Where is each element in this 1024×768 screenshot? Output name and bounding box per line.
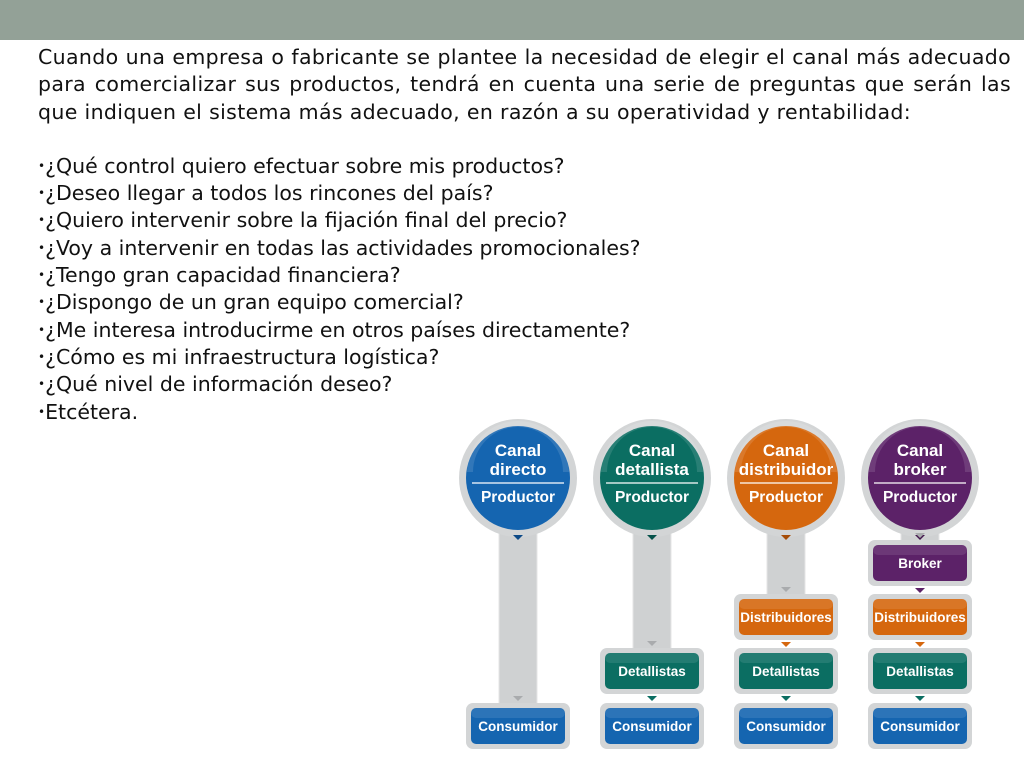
question-item: • ¿Cómo es mi infraestructura logística?: [38, 344, 1011, 371]
stage-label: Detallistas: [752, 664, 820, 679]
stage-label: Consumidor: [746, 719, 826, 734]
question-item: • ¿Voy a intervenir en todas las actividades promocionales?: [38, 235, 1011, 262]
stage-label: Consumidor: [478, 719, 558, 734]
down-arrow: [915, 696, 925, 701]
down-arrow: [915, 642, 925, 647]
question-item: • ¿Deseo llegar a todos los rincones del país?: [38, 180, 1011, 207]
connector-stem: [633, 528, 671, 667]
header-bar: [0, 0, 1024, 40]
intro-paragraph: Cuando una empresa o fabricante se plantee la necesidad de elegir el canal más adecuado para comercializar sus productos, tendrá en cuenta una serie de preguntas que serán las que indiquen el sistema más adecuado, en razón a su operatividad y rentabilidad:: [38, 45, 1011, 124]
question-item: • ¿Tengo gran capacidad financiera?: [38, 262, 1011, 289]
connector-stem: [499, 528, 537, 722]
down-arrow: [915, 588, 925, 593]
producer-label: Productor: [882, 489, 958, 506]
stage-label: Distribuidores: [740, 610, 832, 625]
channel-title: Canal: [494, 441, 542, 460]
channel-title: directo: [489, 460, 547, 479]
question-list: [38, 153, 1011, 426]
stage-label: Consumidor: [880, 719, 960, 734]
channel-title: distribuidor: [738, 460, 834, 479]
stage-label: Consumidor: [612, 719, 692, 734]
channel-title: Canal: [896, 441, 944, 460]
producer-label: Productor: [480, 489, 556, 506]
channel-title: detallista: [615, 460, 689, 479]
question-item: • ¿Me interesa introducirme en otros países directamente?: [38, 317, 1011, 344]
producer-label: Productor: [748, 489, 824, 506]
channel-title: broker: [893, 460, 947, 479]
stage-label: Distribuidores: [874, 610, 966, 625]
slide-body: [38, 44, 1011, 426]
question-item: • ¿Dispongo de un gran equipo comercial?: [38, 289, 1011, 316]
question-item: • ¿Qué control quiero efectuar sobre mis productos?: [38, 153, 1011, 180]
stage-label: Detallistas: [618, 664, 686, 679]
question-item: • ¿Qué nivel de información deseo?: [38, 371, 1011, 398]
question-item: • ¿Quiero intervenir sobre la fijación final del precio?: [38, 207, 1011, 234]
channel-title: Canal: [762, 441, 810, 460]
stage-label: Detallistas: [886, 664, 954, 679]
down-arrow: [647, 696, 657, 701]
channel-title: Canal: [628, 441, 676, 460]
question-item: • Etcétera.: [38, 399, 1011, 426]
producer-label: Productor: [614, 489, 690, 506]
down-arrow: [781, 642, 791, 647]
down-arrow: [781, 696, 791, 701]
stage-label: Broker: [898, 556, 942, 571]
